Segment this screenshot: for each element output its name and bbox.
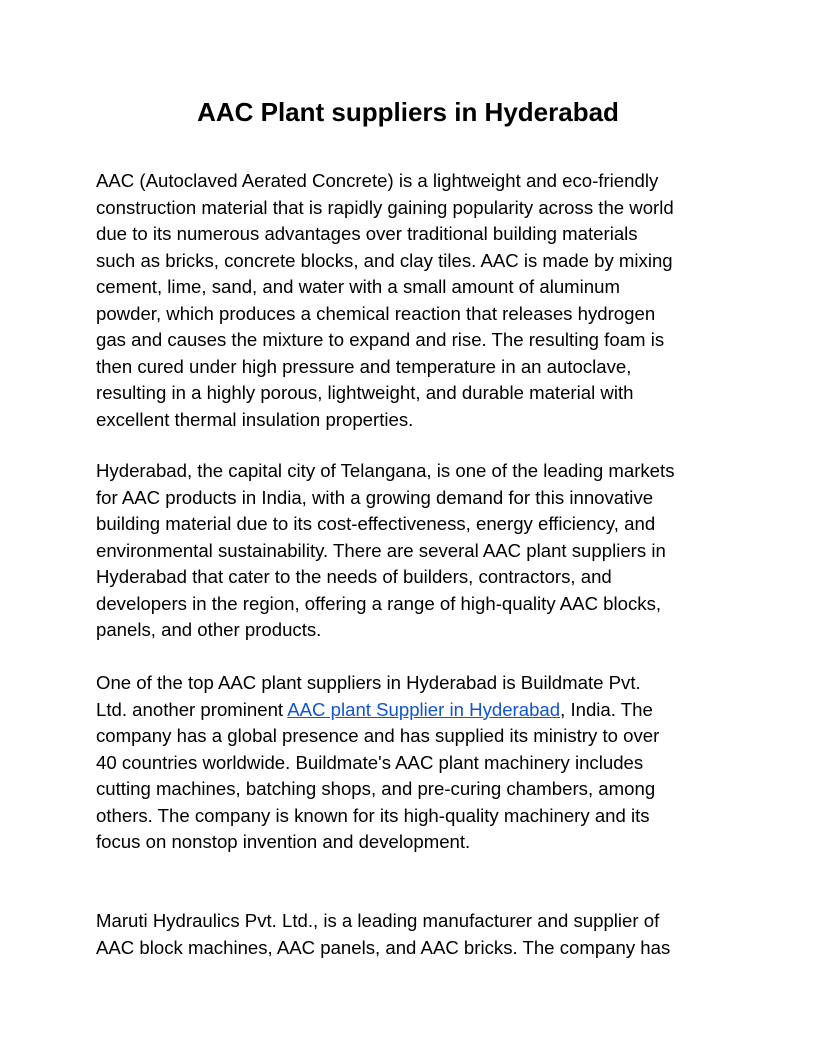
maruti-paragraph [96,908,722,961]
text-line: excellent thermal insulation properties. [96,408,414,430]
text-line: AAC (Autoclaved Aerated Concrete) is a lightweight and eco-friendly [96,170,659,191]
text-line: 40 countries worldwide. Buildmate's AAC plant machinery includes [96,751,644,773]
text-line: Hyderabad that cater to the needs of builders, contractors, and [96,566,612,587]
text-segment: , India. The [560,698,653,720]
text-line: cutting machines, batching shops, and pre-curing chambers, among [96,778,656,799]
document-title: AAC Plant suppliers in Hyderabad [197,97,619,127]
text-line: environmental sustainability. There are several AAC plant suppliers in [96,539,666,561]
text-line: others. The company is known for its high-quality machinery and its [96,804,650,826]
text-line: then cured under high pressure and temperature in an autoclave, [96,355,632,377]
text-line-with-link [96,697,722,724]
text-segment: Ltd. another prominent [96,698,288,720]
text-line: such as bricks, concrete blocks, and clay tiles. AAC is made by mixing [96,249,673,271]
buildmate-paragraph [96,670,722,856]
hyderabad-market-paragraph [96,458,722,644]
text-line: resulting in a highly porous, lightweight, and durable material with [96,382,634,403]
text-line: One of the top AAC plant suppliers in Hyderabad is Buildmate Pvt. [96,672,641,693]
text-line: Maruti Hydraulics Pvt. Ltd., is a leading manufacturer and supplier of [96,910,660,931]
text-line: powder, which produces a chemical reaction that releases hydrogen [96,302,656,324]
text-line: company has a global presence and has supplied its ministry to over [96,725,660,746]
text-line: developers in the region, offering a range of high-quality AAC blocks, [96,592,662,614]
text-line: building material due to its cost-effectiveness, energy efficiency, and [96,513,656,534]
text-line: construction material that is rapidly gaining popularity across the world [96,196,674,218]
text-line: cement, lime, sand, and water with a small amount of aluminum [96,276,620,297]
text-line: for AAC products in India, with a growing demand for this innovative [96,486,654,508]
text-line: panels, and other products. [96,619,322,640]
text-line: focus on nonstop invention and development. [96,831,471,852]
intro-paragraph [96,168,722,433]
aac-plant-supplier-link[interactable]: AAC plant Supplier in Hyderabad [287,698,561,720]
text-line: Hyderabad, the capital city of Telangana, is one of the leading markets [96,460,675,481]
text-line: AAC block machines, AAC panels, and AAC bricks. The company has [96,936,671,958]
text-line: gas and causes the mixture to expand and rise. The resulting foam is [96,329,665,350]
text-line: due to its numerous advantages over traditional building materials [96,223,638,244]
